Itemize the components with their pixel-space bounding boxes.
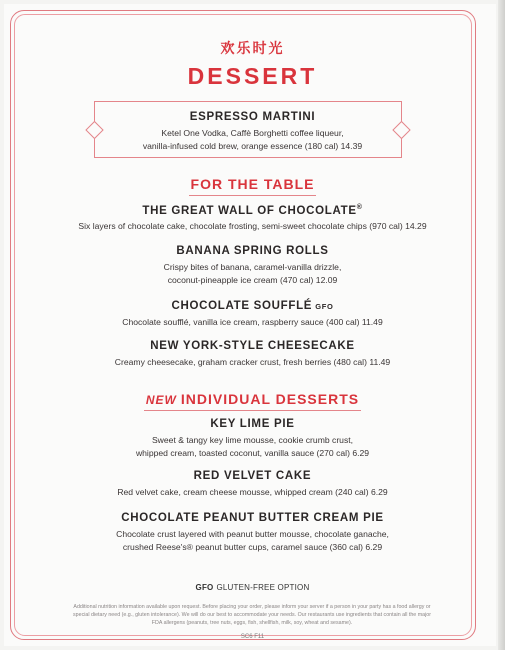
section-heading-text: FOR THE TABLE: [189, 176, 317, 196]
new-badge: NEW: [145, 393, 177, 407]
menu-item-desc: crushed Reese's® peanut butter cups, caramel sauce (360 cal) 6.29: [122, 542, 383, 552]
menu-code: SC6 F11: [240, 634, 265, 640]
allergen-notice-line3: FDA allergens (peanuts, tree nuts, eggs, fish, shellfish, milk, soy, wheat and sesame).: [151, 620, 353, 626]
menu-item-name: NEW YORK-STYLE CHEESECAKE: [150, 340, 355, 352]
menu-item-desc: Chocolate soufflé, vanilla ice cream, raspberry sauce (400 cal) 11.49: [122, 317, 383, 327]
menu-item-name: BANANA SPRING ROLLS: [176, 245, 329, 257]
menu-item-desc: whipped cream, toasted coconut, vanilla sauce (270 cal) 6.29: [135, 448, 370, 458]
menu-item-desc: Red velvet cake, cream cheese mousse, whipped cream (240 cal) 6.29: [117, 487, 388, 497]
gfo-badge: GFO: [315, 302, 334, 311]
section-heading-label: INDIVIDUAL DESSERTS: [180, 391, 360, 407]
menu-item-name: KEY LIME PIE: [210, 418, 295, 430]
gfo-abbr: GFO: [195, 583, 214, 592]
menu-item-desc: Chocolate crust layered with peanut butter mousse, chocolate ganache,: [116, 529, 389, 539]
section-heading-text: [144, 391, 361, 411]
featured-item-desc-line1: Ketel One Vodka, Caffè Borghetti coffee liqueur,: [161, 128, 344, 138]
allergen-notice-line1: Additional nutrition information available upon request. Before placing your order, please inform your server if a person in your party has a food allergy or: [73, 604, 431, 610]
item-name-text: CHOCOLATE SOUFFLÉ: [171, 300, 313, 312]
menu-item-desc: coconut-pineapple ice cream (470 cal) 12.09: [167, 275, 338, 285]
menu-item-name: [0, 204, 505, 217]
section-heading-individual-desserts: [0, 391, 505, 411]
menu-item-desc: Creamy cheesecake, graham cracker crust, fresh berries (480 cal) 11.49: [114, 357, 391, 367]
menu-item-name: CHOCOLATE PEANUT BUTTER CREAM PIE: [121, 512, 384, 524]
menu-item-name: RED VELVET CAKE: [193, 470, 312, 482]
menu-item-desc: Sweet & tangy key lime mousse, cookie crumb crust,: [151, 435, 354, 445]
menu-item-desc: Six layers of chocolate cake, chocolate frosting, semi-sweet chocolate chips (970 cal) 14.29: [78, 221, 427, 231]
gfo-text: GLUTEN-FREE OPTION: [216, 583, 310, 592]
menu-item-name: [0, 300, 505, 312]
page-title: DESSERT: [187, 63, 318, 89]
item-name-text: THE GREAT WALL OF CHOCOLATE: [142, 204, 357, 217]
registered-mark: ®: [356, 204, 363, 211]
allergen-notice-line2: special dietary need (e.g., gluten intolerance). We will do our best to accommodate your needs. Our restaurants use ingredients that contain all the major: [73, 612, 431, 618]
menu-item-desc: Crispy bites of banana, caramel-vanilla drizzle,: [163, 262, 342, 272]
chinese-title: 欢乐时光: [220, 41, 285, 57]
gluten-free-legend: [0, 583, 505, 592]
featured-item-name: ESPRESSO MARTINI: [189, 111, 316, 123]
featured-item-desc-line2: vanilla-infused cold brew, orange essence (180 cal) 14.39: [142, 141, 363, 151]
section-heading-for-the-table: [0, 176, 505, 196]
